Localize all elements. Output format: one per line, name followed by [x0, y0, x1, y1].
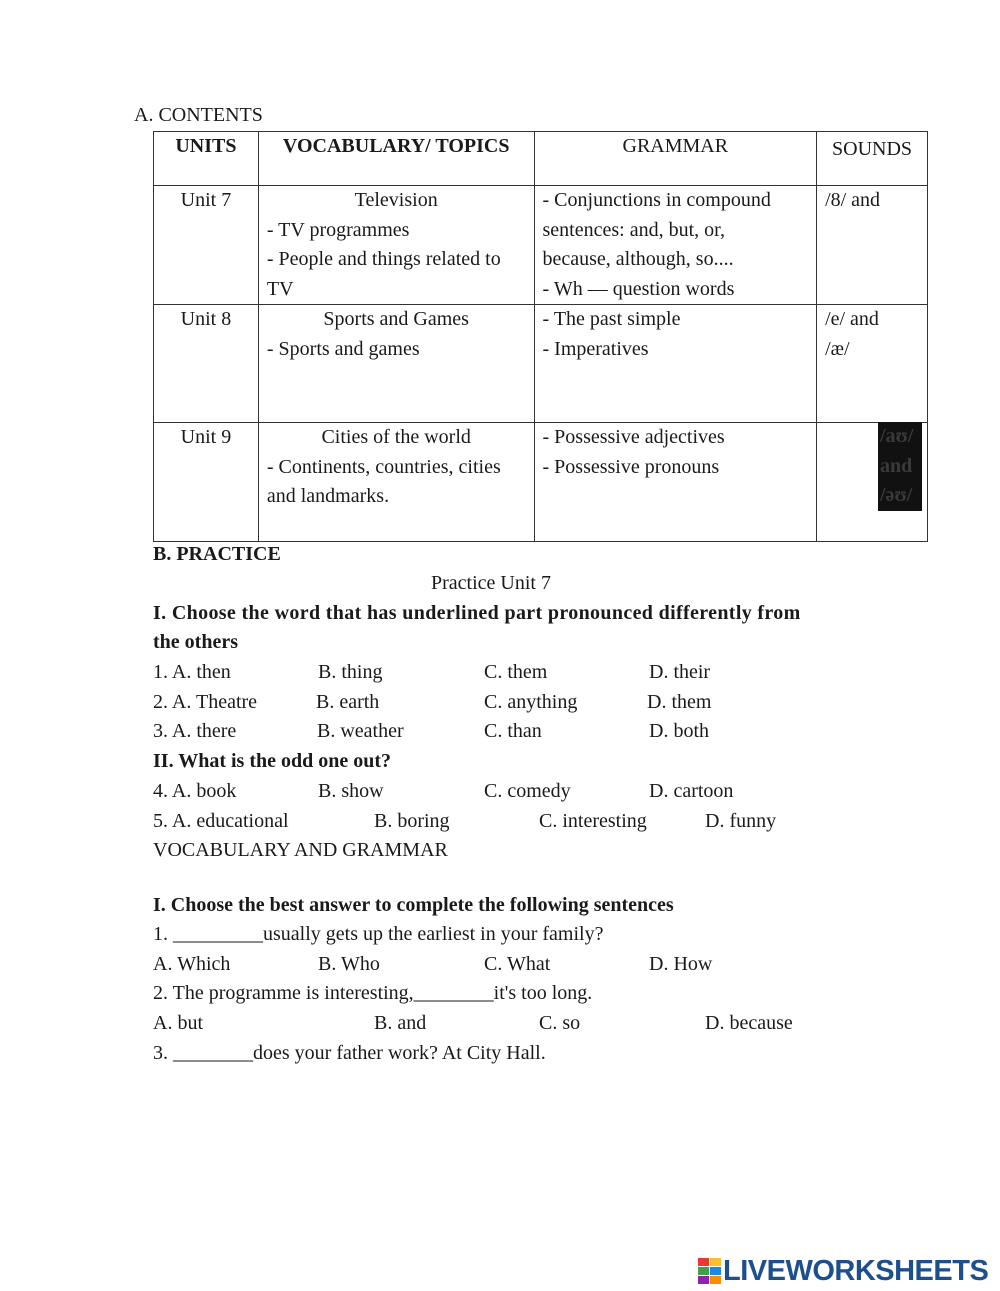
table-row [154, 186, 928, 305]
q1-item-2-d: D. them [647, 691, 712, 713]
topic-title: Television [354, 189, 438, 211]
sounds-line: /8/ and [825, 189, 881, 211]
q3-sentence-3: 3. ________does your father work? At City Hall. [153, 1042, 546, 1064]
grammar-cell [534, 305, 817, 423]
q2-item-5-a: 5. A. educational [153, 810, 289, 832]
table-row [154, 305, 928, 423]
vocab-cell [258, 305, 534, 423]
q3-s2-option-c: C. so [539, 1012, 581, 1034]
unit-cell: Unit 8 [154, 305, 259, 423]
q1-item-3-b: B. weather [317, 720, 404, 742]
table-header-row [154, 132, 928, 186]
vocab-cell [258, 423, 534, 542]
grammar-line: because, although, so.... [542, 248, 734, 270]
vocab-line: and landmarks. [266, 485, 390, 507]
grammar-line: - Possessive pronouns [542, 455, 720, 478]
vocab-line: - People and things related to [266, 248, 501, 270]
q2-item-4-d: D. cartoon [649, 780, 734, 802]
vocab-cell [258, 186, 534, 305]
grammar-line: - Imperatives [542, 337, 649, 360]
q1-item-2-c: C. anything [484, 691, 578, 713]
section-b-heading: B. PRACTICE [153, 543, 281, 565]
header-grammar: GRAMMAR [534, 132, 817, 186]
q1-item-2-a: 2. A. Theatre [153, 691, 258, 713]
table-row [154, 423, 928, 542]
q2-item-5-c: C. interesting [539, 810, 647, 832]
topic-title: Cities of the world [321, 426, 471, 448]
vocab-line: - Sports and games [266, 337, 420, 360]
q3-sentence-2: 2. The programme is interesting,________it's too long. [153, 982, 593, 1004]
q1-item-1-b: B. thing [318, 661, 383, 683]
q2-item-5-d: D. funny [705, 810, 777, 832]
q3-s1-option-b: B. Who [318, 953, 380, 975]
topic-title: Sports and Games [323, 308, 469, 330]
q3-sentence-1: 1. _________usually gets up the earliest in your family? [153, 923, 604, 945]
unit-cell: Unit 9 [154, 423, 259, 542]
vocab-line: - TV programmes [266, 218, 410, 241]
q3-title: I. Choose the best answer to complete the following sentences [153, 894, 674, 916]
q1-item-1-a: 1. A. then [153, 661, 231, 683]
grammar-line: sentences: and, but, or, [542, 218, 725, 241]
q1-item-1-c: C. them [484, 661, 548, 683]
q3-s1-option-c: C. What [484, 953, 551, 975]
q2-title: II. What is the odd one out? [153, 750, 392, 772]
contents-table [153, 131, 928, 542]
sounds-line: and [880, 454, 913, 477]
grammar-line: - The past simple [542, 308, 681, 330]
vocab-line: - Continents, countries, cities [266, 455, 501, 478]
header-sounds: SOUNDS [817, 132, 928, 186]
grammar-line: - Conjunctions in compound [542, 189, 771, 211]
q1-item-1-d: D. their [649, 661, 711, 683]
liveworksheets-logo [698, 1254, 989, 1287]
section-a-heading: A. CONTENTS [134, 104, 263, 126]
q1-item-3-d: D. both [649, 720, 709, 742]
unit-cell: Unit 7 [154, 186, 259, 305]
sounds-line: /aʊ/ [880, 425, 914, 447]
vocab-grammar-heading: VOCABULARY AND GRAMMAR [153, 839, 448, 861]
sounds-line: /æ/ [825, 337, 850, 360]
sounds-highlight-box [878, 422, 922, 511]
sounds-line: /e/ and [825, 308, 879, 330]
q1-item-2-b: B. earth [316, 691, 380, 713]
grammar-cell [534, 423, 817, 542]
sounds-cell [817, 186, 928, 305]
header-units: UNITS [154, 132, 259, 186]
header-vocabulary: VOCABULARY/ TOPICS [258, 132, 534, 186]
q2-item-4-a: 4. A. book [153, 780, 237, 802]
q3-s2-option-a: A. but [153, 1012, 203, 1034]
q3-s1-option-a: A. Which [153, 953, 231, 975]
practice-title: Practice Unit 7 [431, 572, 551, 594]
q1-title: I. Choose the word that has underlined part pronounced differently from [153, 602, 801, 624]
sounds-line: /əʊ/ [880, 484, 913, 506]
q2-item-5-b: B. boring [374, 810, 450, 832]
grammar-cell [534, 186, 817, 305]
q1-item-3-c: C. than [484, 720, 542, 742]
sounds-cell [817, 305, 928, 423]
vocab-line: TV [266, 277, 294, 300]
logo-blocks-icon [698, 1258, 721, 1284]
q3-s2-option-d: D. because [705, 1012, 793, 1034]
q1-item-3-a: 3. A. there [153, 720, 237, 742]
grammar-line: - Possessive adjectives [542, 426, 725, 448]
grammar-line: - Wh — question words [542, 277, 735, 300]
q1-title-cont: the others [153, 631, 238, 653]
q3-s2-option-b: B. and [374, 1012, 427, 1034]
q2-item-4-c: C. comedy [484, 780, 571, 802]
q2-item-4-b: B. show [318, 780, 384, 802]
logo-text: LIVEWORKSHEETS [723, 1254, 989, 1287]
q3-s1-option-d: D. How [649, 953, 713, 975]
